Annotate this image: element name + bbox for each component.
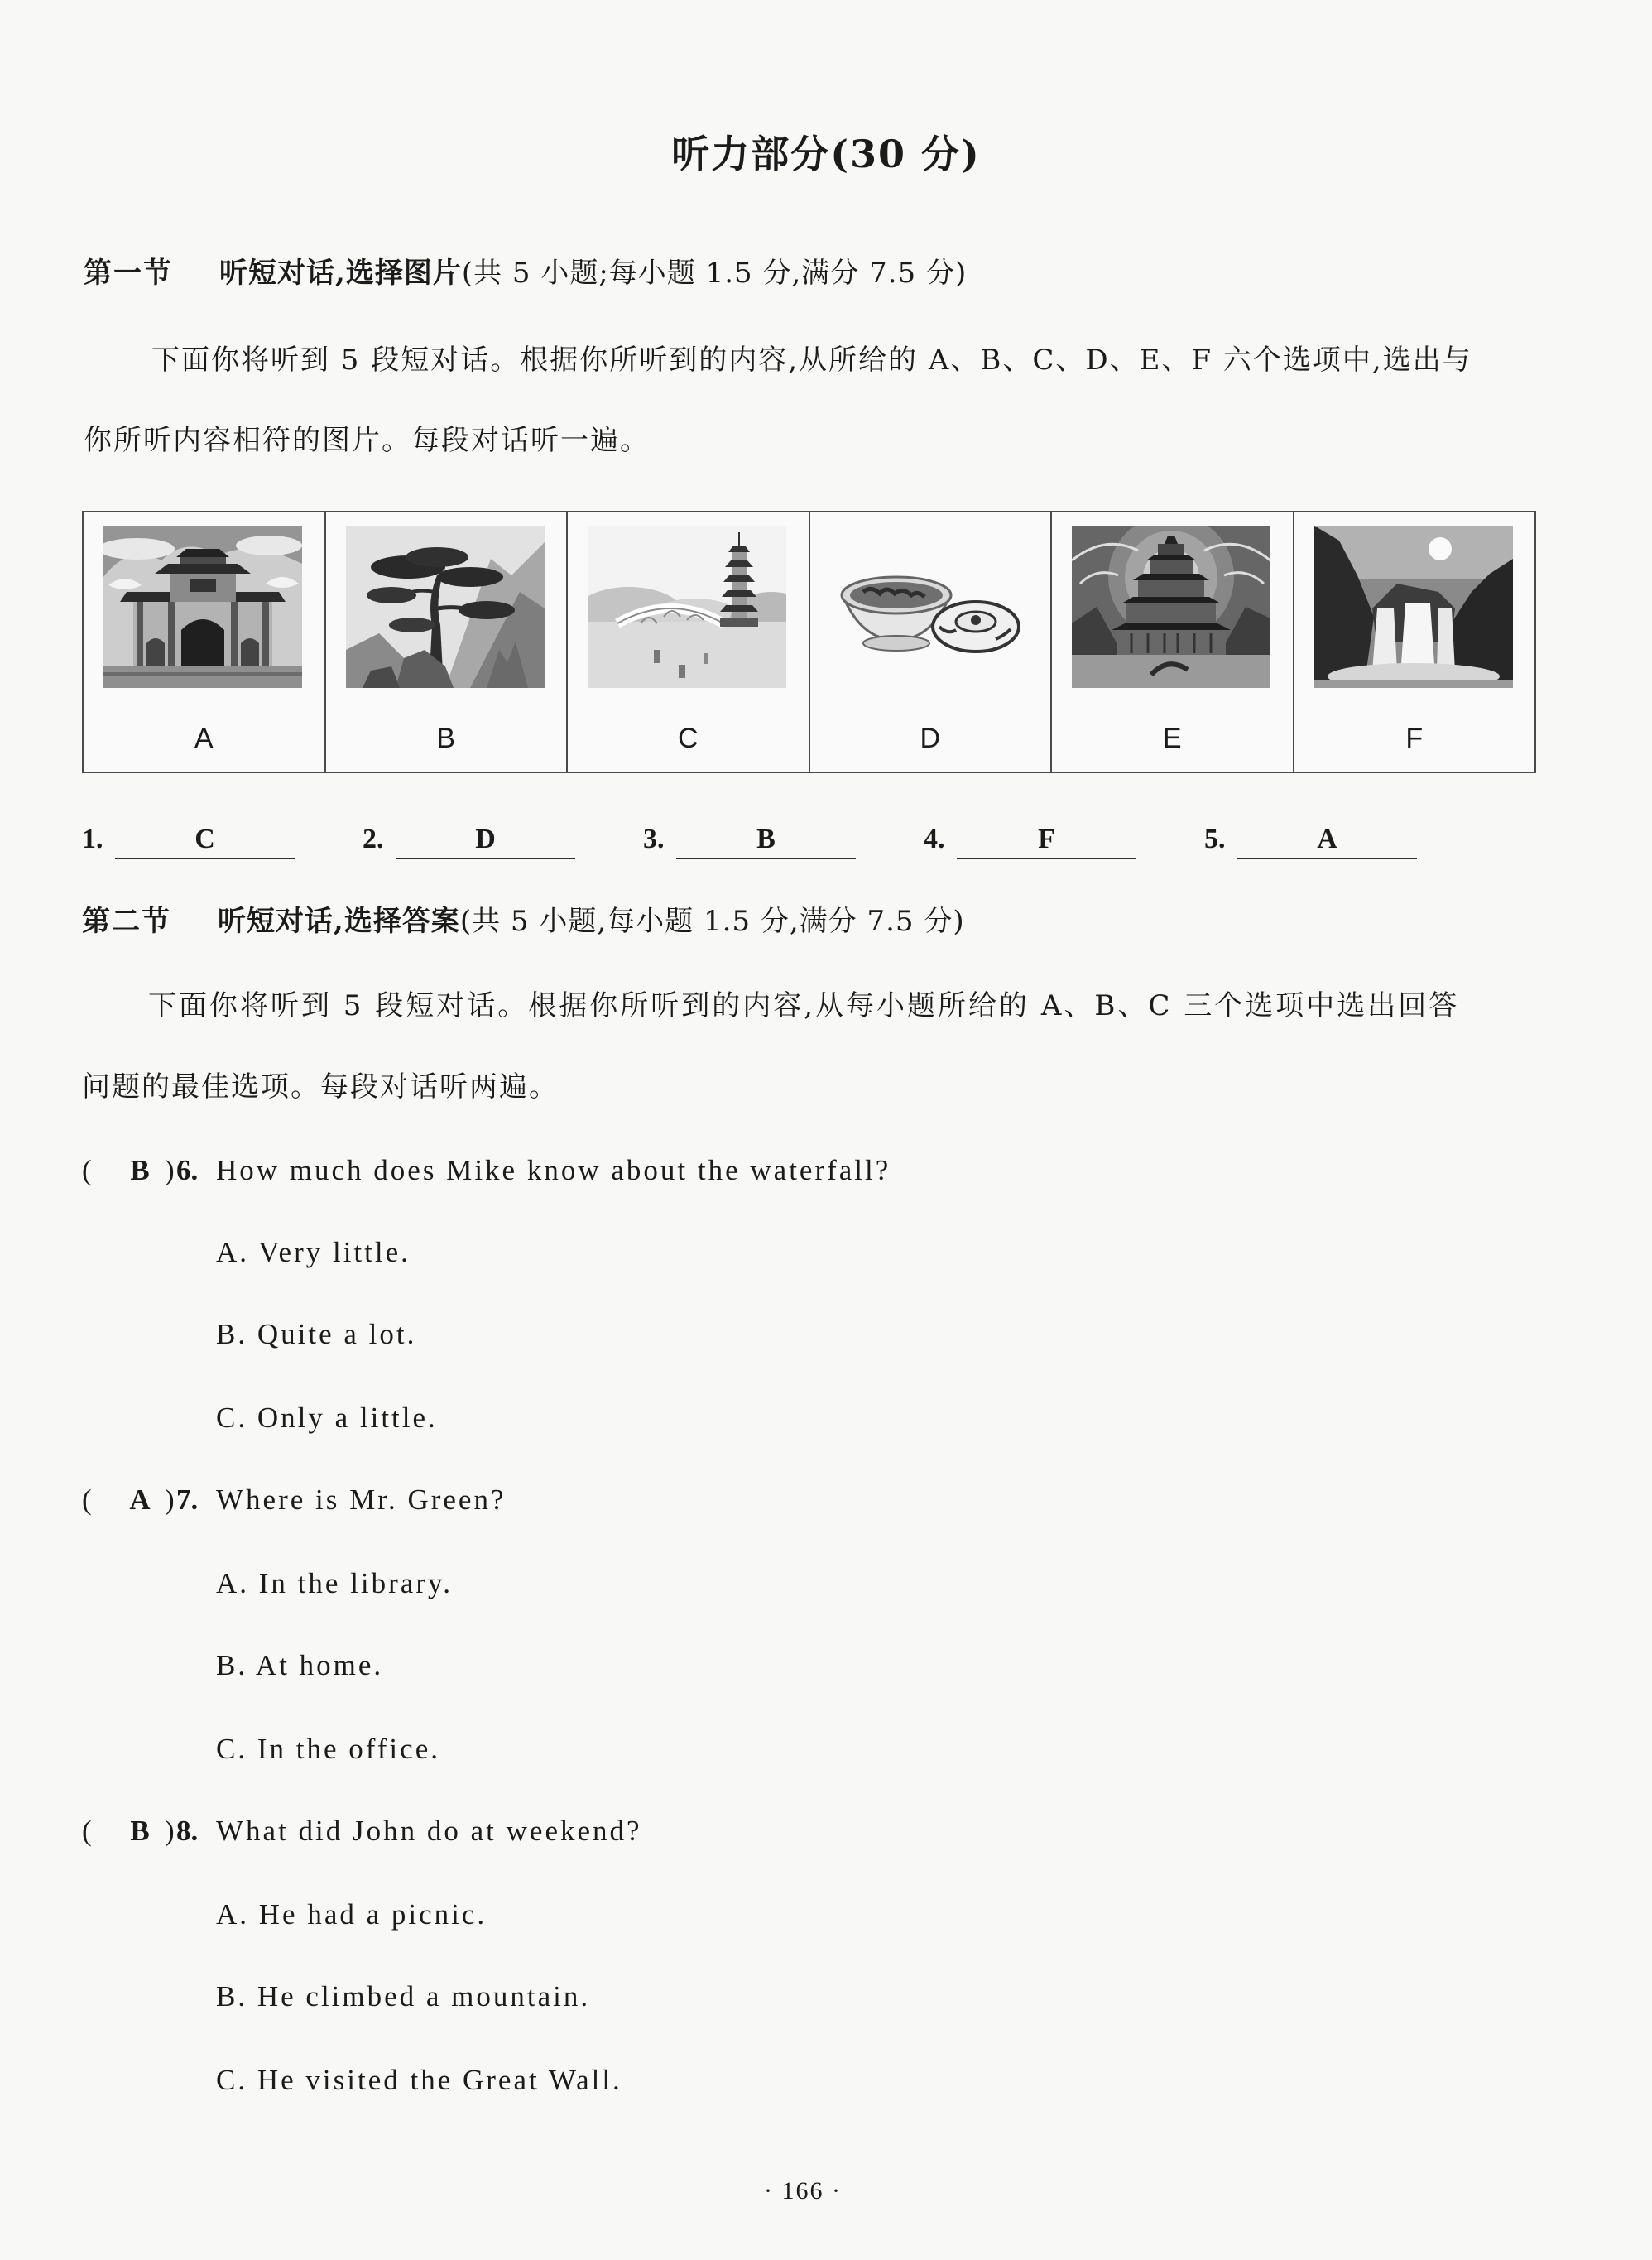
section1-number: 第一节 <box>84 257 173 290</box>
question-answer: A <box>129 1483 151 1516</box>
bowl-lid <box>933 602 1019 652</box>
picture-cell-d <box>810 512 1053 772</box>
picture-cell-e <box>1052 512 1294 772</box>
answer-blank: C <box>115 821 295 859</box>
picture-label-c: C <box>677 723 699 754</box>
option-7c: C. In the office. <box>216 1733 440 1765</box>
answer-bracket-open: ( <box>82 1483 92 1516</box>
picture-table <box>82 511 1536 773</box>
answer-blank: B <box>676 821 856 859</box>
answer-number: 4. <box>924 824 945 854</box>
answer-bracket-close: ) <box>165 1154 175 1186</box>
waterfall-picture <box>1314 526 1513 688</box>
picture-cell-a <box>84 512 326 772</box>
ground <box>103 666 302 688</box>
answer-item-3 <box>643 821 858 858</box>
page-title: 听力部分(30 分) <box>671 132 981 176</box>
picture-label-f: F <box>1405 723 1424 754</box>
option-8b: B. He climbed a mountain. <box>216 1980 591 2012</box>
picture-label-d: D <box>920 723 941 754</box>
question-text: How much does Mike know about the waterfall? <box>216 1154 891 1186</box>
answer-number: 1. <box>82 824 103 854</box>
answer-bracket-open: ( <box>82 1154 92 1186</box>
picture-cell-b <box>326 512 569 772</box>
question-text: Where is Mr. Green? <box>216 1483 507 1516</box>
section2-number: 第二节 <box>82 905 171 938</box>
option-8a: A. He had a picnic. <box>216 1898 487 1931</box>
section2-heading <box>82 903 965 940</box>
picture-cell-f <box>1294 512 1535 772</box>
question-answer: B <box>130 1815 150 1847</box>
water <box>1072 655 1270 688</box>
option-6b: B. Quite a lot. <box>216 1318 417 1350</box>
option-7a: A. In the library. <box>216 1567 453 1599</box>
pagoda-by-lake-picture <box>588 526 786 688</box>
answer-item-5 <box>1204 821 1419 858</box>
moon <box>1429 537 1452 560</box>
section2-detail: (共 5 小题,每小题 1.5 分,满分 7.5 分) <box>459 905 965 938</box>
memorial-archway-picture <box>103 526 302 688</box>
question-answer: B <box>130 1154 150 1186</box>
page-number: · 166 · <box>764 2177 842 2205</box>
section1-title: 听短对话,选择图片 <box>219 257 462 290</box>
question-6 <box>82 1152 891 1189</box>
section1-instruction-line1: 下面你将听到 5 段短对话。根据你所听到的内容,从所给的 A、B、C、D、E、F 六个选项中,选出与 <box>151 344 1472 377</box>
tea-bowl-with-lid-picture <box>830 526 1029 688</box>
answer-item-1 <box>82 821 297 858</box>
section1-detail: (共 5 小题;每小题 1.5 分,满分 7.5 分) <box>461 257 968 290</box>
section1-instruction-line2: 你所听内容相符的图片。每段对话听一遍。 <box>84 424 650 457</box>
answer-number: 2. <box>363 824 384 854</box>
section2-title: 听短对话,选择答案 <box>218 905 460 938</box>
answer-item-4 <box>924 821 1139 858</box>
question-7 <box>82 1482 506 1518</box>
section2-instruction-line2: 问题的最佳选项。每段对话听两遍。 <box>82 1070 559 1104</box>
answer-blank: A <box>1237 821 1417 859</box>
picture-label-a: A <box>194 723 214 754</box>
question-number: 8. <box>176 1815 199 1847</box>
option-8c: C. He visited the Great Wall. <box>216 2064 622 2096</box>
tower-pavilion-picture <box>1072 526 1270 688</box>
pine-on-mountain-picture <box>346 526 545 688</box>
answer-item-2 <box>363 821 578 858</box>
question-number: 7. <box>176 1483 199 1516</box>
option-6a: A. Very little. <box>216 1236 411 1268</box>
picture-label-b: B <box>436 723 456 754</box>
option-7b: B. At home. <box>216 1649 384 1681</box>
section2-instruction-line1: 下面你将听到 5 段短对话。根据你所听到的内容,从每小题所给的 A、B、C 三个选项中选出回答 <box>148 989 1460 1022</box>
answer-blank: D <box>396 821 575 859</box>
answer-number: 3. <box>643 824 665 854</box>
question-text: What did John do at weekend? <box>216 1815 642 1847</box>
answer-blank: F <box>957 821 1136 859</box>
question-number: 6. <box>176 1154 199 1186</box>
answer-number: 5. <box>1204 824 1226 854</box>
answer-bracket-close: ) <box>165 1483 175 1516</box>
section1-heading <box>84 255 967 291</box>
answer-bracket-open: ( <box>82 1815 92 1847</box>
answer-bracket-close: ) <box>165 1815 175 1847</box>
question-8 <box>82 1813 642 1849</box>
picture-label-e: E <box>1162 723 1182 754</box>
picture-cell-c <box>568 512 810 772</box>
option-6c: C. Only a little. <box>216 1402 438 1434</box>
